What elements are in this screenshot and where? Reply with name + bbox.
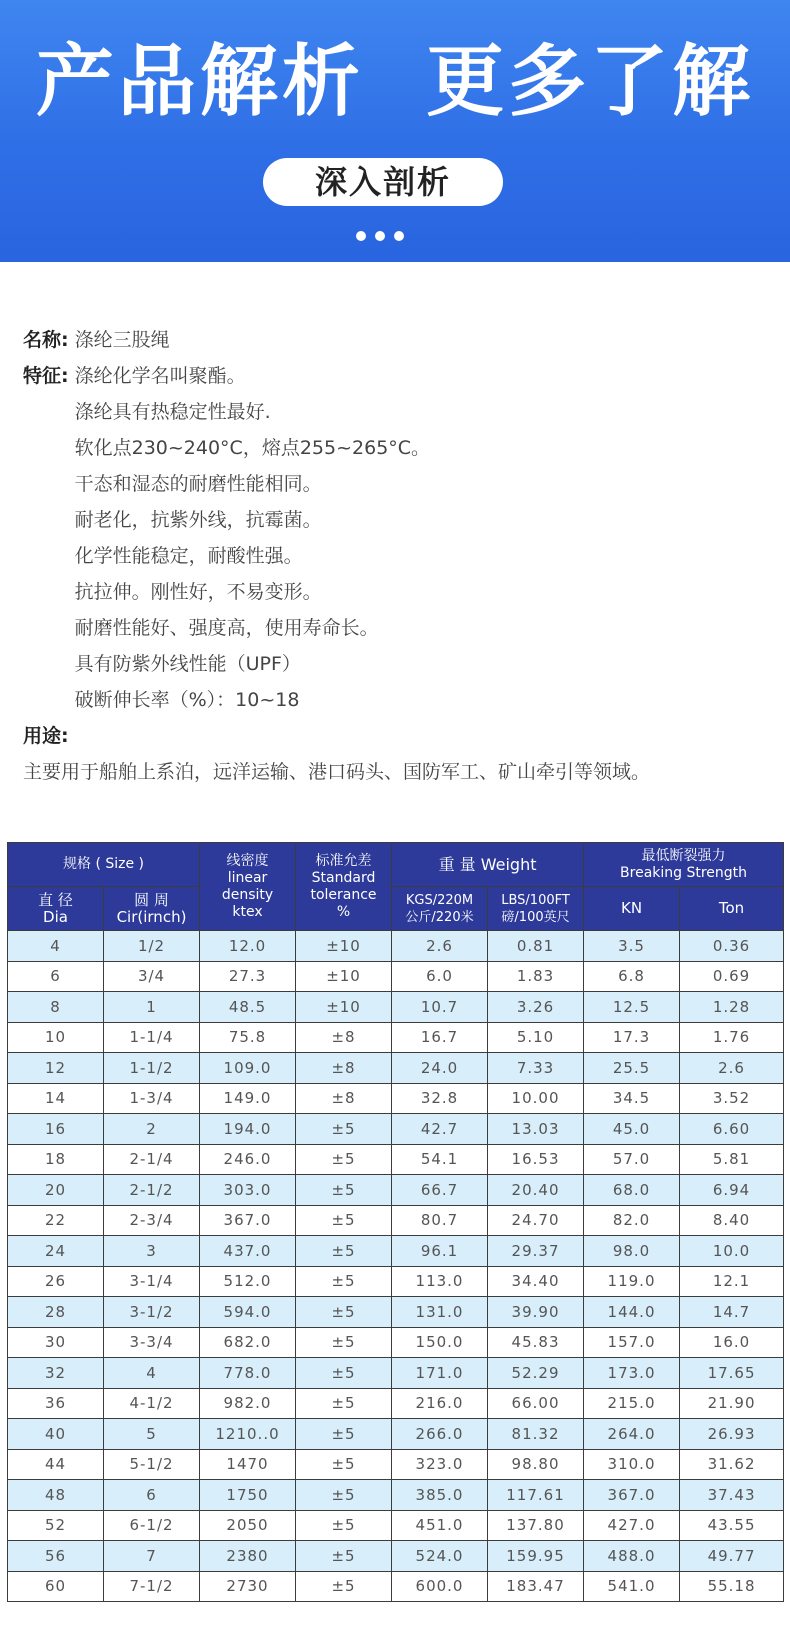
dia-cell: 44 <box>8 1449 104 1480</box>
density-cell: 27.3 <box>200 961 296 992</box>
lbs-cell: 159.95 <box>488 1541 584 1572</box>
kn-cell: 119.0 <box>584 1266 680 1297</box>
kgs-cell: 66.7 <box>392 1175 488 1206</box>
feature-label: 特征: <box>23 365 69 387</box>
table-row <box>8 1388 784 1419</box>
tolerance-cell: ±5 <box>296 1358 392 1389</box>
kn-cell: 12.5 <box>584 992 680 1023</box>
lbs-cell: 137.80 <box>488 1510 584 1541</box>
kn-cell: 3.5 <box>584 931 680 962</box>
strength-group-header: 最低断裂强力 Breaking Strength <box>584 843 784 887</box>
size-group-header: 规格 ( Size ) <box>8 843 200 887</box>
table-row <box>8 1175 784 1206</box>
ton-cell: 17.65 <box>680 1358 784 1389</box>
dia-cell: 32 <box>8 1358 104 1389</box>
lbs-cell: 29.37 <box>488 1236 584 1267</box>
kn-cell: 34.5 <box>584 1083 680 1114</box>
kn-cell: 144.0 <box>584 1297 680 1328</box>
density-cell: 75.8 <box>200 1022 296 1053</box>
tolerance-cell: ±5 <box>296 1297 392 1328</box>
table-row <box>8 992 784 1023</box>
cir-cell: 2 <box>104 1114 200 1145</box>
cir-cell: 6 <box>104 1480 200 1511</box>
density-cell: 109.0 <box>200 1053 296 1084</box>
ton-cell: 16.0 <box>680 1327 784 1358</box>
kgs-cell: 42.7 <box>392 1114 488 1145</box>
kgs-cell: 216.0 <box>392 1388 488 1419</box>
kgs-cell: 451.0 <box>392 1510 488 1541</box>
ton-cell: 3.52 <box>680 1083 784 1114</box>
table-row <box>8 1327 784 1358</box>
ton-cell: 21.90 <box>680 1388 784 1419</box>
ton-cell: 10.0 <box>680 1236 784 1267</box>
ton-cell: 1.28 <box>680 992 784 1023</box>
dia-cell: 40 <box>8 1419 104 1450</box>
table-row <box>8 1510 784 1541</box>
kgs-cell: 6.0 <box>392 961 488 992</box>
tolerance-cell: ±5 <box>296 1205 392 1236</box>
features-row <box>23 358 783 718</box>
lbs-cell: 7.33 <box>488 1053 584 1084</box>
tolerance-cell: ±5 <box>296 1541 392 1572</box>
kn-cell: 215.0 <box>584 1388 680 1419</box>
kn-cell: 264.0 <box>584 1419 680 1450</box>
kgs-cell: 524.0 <box>392 1541 488 1572</box>
tolerance-cell: ±5 <box>296 1388 392 1419</box>
kgs-cell: 323.0 <box>392 1449 488 1480</box>
ton-cell: 6.94 <box>680 1175 784 1206</box>
product-spec <box>23 322 783 790</box>
ton-cell: 6.60 <box>680 1114 784 1145</box>
density-cell: 12.0 <box>200 931 296 962</box>
feature-item: 耐老化，抗紫外线，抗霉菌。 <box>74 509 322 531</box>
header-banner <box>0 0 790 262</box>
tolerance-cell: ±5 <box>296 1114 392 1145</box>
dia-header: 直 径 Dia <box>8 887 104 931</box>
density-cell: 246.0 <box>200 1144 296 1175</box>
kn-cell: 57.0 <box>584 1144 680 1175</box>
kn-cell: 68.0 <box>584 1175 680 1206</box>
cir-cell: 1-1/4 <box>104 1022 200 1053</box>
kn-cell: 82.0 <box>584 1205 680 1236</box>
density-cell: 2730 <box>200 1571 296 1602</box>
table-row <box>8 1480 784 1511</box>
ton-cell: 26.93 <box>680 1419 784 1450</box>
kn-cell: 541.0 <box>584 1571 680 1602</box>
table-row <box>8 1297 784 1328</box>
dia-cell: 36 <box>8 1388 104 1419</box>
feature-list <box>69 358 430 718</box>
dia-cell: 8 <box>8 992 104 1023</box>
density-cell: 682.0 <box>200 1327 296 1358</box>
density-cell: 2050 <box>200 1510 296 1541</box>
dia-cell: 10 <box>8 1022 104 1053</box>
tolerance-cell: ±5 <box>296 1236 392 1267</box>
cir-cell: 4 <box>104 1358 200 1389</box>
name-label: 名称: <box>23 329 69 351</box>
dia-cell: 12 <box>8 1053 104 1084</box>
cir-cell: 3-1/4 <box>104 1266 200 1297</box>
cir-cell: 3-1/2 <box>104 1297 200 1328</box>
cir-cell: 5-1/2 <box>104 1449 200 1480</box>
table-row <box>8 931 784 962</box>
kgs-cell: 10.7 <box>392 992 488 1023</box>
lbs-cell: 81.32 <box>488 1419 584 1450</box>
tolerance-cell: ±5 <box>296 1266 392 1297</box>
feature-item: 软化点230~240°C，熔点255~265°C。 <box>74 437 431 459</box>
kn-cell: 17.3 <box>584 1022 680 1053</box>
tolerance-header: 标准允差 Standard tolerance % <box>296 843 392 931</box>
table-row <box>8 1114 784 1145</box>
table-row <box>8 1266 784 1297</box>
ton-cell: 55.18 <box>680 1571 784 1602</box>
density-cell: 1750 <box>200 1480 296 1511</box>
kn-cell: 98.0 <box>584 1236 680 1267</box>
table-row <box>8 961 784 992</box>
cir-cell: 3 <box>104 1236 200 1267</box>
dia-cell: 4 <box>8 931 104 962</box>
deep-analysis-pill: 深入剖析 <box>263 158 503 206</box>
banner-title: 产品解析 更多了解 <box>35 37 755 127</box>
ton-cell: 2.6 <box>680 1053 784 1084</box>
carousel-dots <box>356 231 416 243</box>
cir-cell: 2-1/4 <box>104 1144 200 1175</box>
cir-cell: 7 <box>104 1541 200 1572</box>
kn-cell: 45.0 <box>584 1114 680 1145</box>
kn-cell: 157.0 <box>584 1327 680 1358</box>
lbs-cell: 13.03 <box>488 1114 584 1145</box>
tolerance-cell: ±5 <box>296 1571 392 1602</box>
lbs-cell: 183.47 <box>488 1571 584 1602</box>
lbs-cell: 66.00 <box>488 1388 584 1419</box>
dia-cell: 52 <box>8 1510 104 1541</box>
lbs-cell: 3.26 <box>488 992 584 1023</box>
tolerance-cell: ±5 <box>296 1144 392 1175</box>
kgs-cell: 24.0 <box>392 1053 488 1084</box>
weight-group-header: 重 量 Weight <box>392 843 584 887</box>
cir-cell: 2-3/4 <box>104 1205 200 1236</box>
kn-cell: 367.0 <box>584 1480 680 1511</box>
tolerance-cell: ±10 <box>296 961 392 992</box>
tolerance-cell: ±5 <box>296 1327 392 1358</box>
usage-text: 主要用于船舶上系泊，远洋运输、港口码头、国防军工、矿山牵引等领域。 <box>23 761 651 783</box>
kgs-cell: 54.1 <box>392 1144 488 1175</box>
lbs-cell: 117.61 <box>488 1480 584 1511</box>
name-value: 涤纶三股绳 <box>74 329 170 351</box>
kn-header: KN <box>584 887 680 931</box>
kgs-cell: 150.0 <box>392 1327 488 1358</box>
lbs-cell: 45.83 <box>488 1327 584 1358</box>
kgs-header: KGS/220M 公斤/220米 <box>392 887 488 931</box>
lbs-cell: 98.80 <box>488 1449 584 1480</box>
lbs-cell: 10.00 <box>488 1083 584 1114</box>
spec-table-body <box>8 931 784 1602</box>
dia-cell: 28 <box>8 1297 104 1328</box>
lbs-cell: 16.53 <box>488 1144 584 1175</box>
table-row <box>8 1205 784 1236</box>
kn-cell: 310.0 <box>584 1449 680 1480</box>
ton-cell: 43.55 <box>680 1510 784 1541</box>
table-row <box>8 1358 784 1389</box>
usage-label: 用途: <box>23 725 69 747</box>
cir-cell: 1-3/4 <box>104 1083 200 1114</box>
feature-item: 化学性能稳定，耐酸性强。 <box>74 545 303 567</box>
cir-cell: 5 <box>104 1419 200 1450</box>
feature-item: 具有防紫外线性能（UPF） <box>74 653 301 675</box>
feature-item: 干态和湿态的耐磨性能相同。 <box>74 473 322 495</box>
dot-indicator <box>394 231 404 241</box>
tolerance-cell: ±5 <box>296 1480 392 1511</box>
kgs-cell: 131.0 <box>392 1297 488 1328</box>
density-cell: 437.0 <box>200 1236 296 1267</box>
table-row <box>8 1022 784 1053</box>
table-row <box>8 1083 784 1114</box>
tolerance-cell: ±5 <box>296 1449 392 1480</box>
table-row <box>8 1571 784 1602</box>
table-row <box>8 1236 784 1267</box>
lbs-cell: 20.40 <box>488 1175 584 1206</box>
dia-cell: 6 <box>8 961 104 992</box>
cir-cell: 3/4 <box>104 961 200 992</box>
feature-item: 涤纶化学名叫聚酯。 <box>74 365 246 387</box>
ton-header: Ton <box>680 887 784 931</box>
kn-cell: 6.8 <box>584 961 680 992</box>
kn-cell: 427.0 <box>584 1510 680 1541</box>
kgs-cell: 2.6 <box>392 931 488 962</box>
dia-cell: 48 <box>8 1480 104 1511</box>
lbs-cell: 24.70 <box>488 1205 584 1236</box>
cir-cell: 6-1/2 <box>104 1510 200 1541</box>
density-cell: 512.0 <box>200 1266 296 1297</box>
lbs-cell: 5.10 <box>488 1022 584 1053</box>
table-row <box>8 1144 784 1175</box>
kgs-cell: 96.1 <box>392 1236 488 1267</box>
density-cell: 982.0 <box>200 1388 296 1419</box>
density-cell: 2380 <box>200 1541 296 1572</box>
table-row <box>8 1419 784 1450</box>
density-cell: 594.0 <box>200 1297 296 1328</box>
kn-cell: 25.5 <box>584 1053 680 1084</box>
tolerance-cell: ±5 <box>296 1510 392 1541</box>
dia-cell: 56 <box>8 1541 104 1572</box>
table-row <box>8 1053 784 1084</box>
dia-cell: 24 <box>8 1236 104 1267</box>
tolerance-cell: ±5 <box>296 1419 392 1450</box>
table-row <box>8 1449 784 1480</box>
lbs-cell: 34.40 <box>488 1266 584 1297</box>
ton-cell: 14.7 <box>680 1297 784 1328</box>
feature-item: 涤纶具有热稳定性最好. <box>74 401 271 423</box>
dia-cell: 30 <box>8 1327 104 1358</box>
dia-cell: 20 <box>8 1175 104 1206</box>
tolerance-cell: ±10 <box>296 992 392 1023</box>
lbs-cell: 39.90 <box>488 1297 584 1328</box>
lbs-cell: 0.81 <box>488 931 584 962</box>
dot-indicator <box>375 231 385 241</box>
ton-cell: 0.69 <box>680 961 784 992</box>
name-row <box>23 322 783 358</box>
table-row <box>8 1541 784 1572</box>
cir-cell: 1-1/2 <box>104 1053 200 1084</box>
dia-cell: 14 <box>8 1083 104 1114</box>
kn-cell: 488.0 <box>584 1541 680 1572</box>
kgs-cell: 266.0 <box>392 1419 488 1450</box>
kgs-cell: 113.0 <box>392 1266 488 1297</box>
feature-item: 抗拉伸。刚性好，不易变形。 <box>74 581 322 603</box>
ton-cell: 0.36 <box>680 931 784 962</box>
cir-cell: 1 <box>104 992 200 1023</box>
density-cell: 367.0 <box>200 1205 296 1236</box>
density-cell: 149.0 <box>200 1083 296 1114</box>
spec-table-wrapper <box>7 842 783 1602</box>
tolerance-cell: ±10 <box>296 931 392 962</box>
cir-cell: 7-1/2 <box>104 1571 200 1602</box>
density-cell: 1210..0 <box>200 1419 296 1450</box>
tolerance-cell: ±8 <box>296 1022 392 1053</box>
dia-cell: 60 <box>8 1571 104 1602</box>
density-cell: 303.0 <box>200 1175 296 1206</box>
density-cell: 48.5 <box>200 992 296 1023</box>
spec-table <box>7 842 784 1602</box>
lbs-header: LBS/100FT 磅/100英尺 <box>488 887 584 931</box>
dia-cell: 22 <box>8 1205 104 1236</box>
kgs-cell: 80.7 <box>392 1205 488 1236</box>
feature-item: 破断伸长率（%）：10~18 <box>74 689 300 711</box>
kgs-cell: 32.8 <box>392 1083 488 1114</box>
feature-item: 耐磨性能好、强度高，使用寿命长。 <box>74 617 379 639</box>
cir-header: 圆 周 Cir(irnch) <box>104 887 200 931</box>
ton-cell: 8.40 <box>680 1205 784 1236</box>
tolerance-cell: ±8 <box>296 1053 392 1084</box>
density-cell: 194.0 <box>200 1114 296 1145</box>
density-cell: 1470 <box>200 1449 296 1480</box>
density-header: 线密度 linear density ktex <box>200 843 296 931</box>
kgs-cell: 16.7 <box>392 1022 488 1053</box>
cir-cell: 4-1/2 <box>104 1388 200 1419</box>
tolerance-cell: ±8 <box>296 1083 392 1114</box>
density-cell: 778.0 <box>200 1358 296 1389</box>
kn-cell: 173.0 <box>584 1358 680 1389</box>
kgs-cell: 385.0 <box>392 1480 488 1511</box>
lbs-cell: 52.29 <box>488 1358 584 1389</box>
ton-cell: 31.62 <box>680 1449 784 1480</box>
ton-cell: 1.76 <box>680 1022 784 1053</box>
cir-cell: 3-3/4 <box>104 1327 200 1358</box>
tolerance-cell: ±5 <box>296 1175 392 1206</box>
kgs-cell: 600.0 <box>392 1571 488 1602</box>
ton-cell: 12.1 <box>680 1266 784 1297</box>
ton-cell: 37.43 <box>680 1480 784 1511</box>
dot-indicator <box>356 231 366 241</box>
cir-cell: 2-1/2 <box>104 1175 200 1206</box>
cir-cell: 1/2 <box>104 931 200 962</box>
lbs-cell: 1.83 <box>488 961 584 992</box>
dia-cell: 18 <box>8 1144 104 1175</box>
ton-cell: 49.77 <box>680 1541 784 1572</box>
dia-cell: 16 <box>8 1114 104 1145</box>
dia-cell: 26 <box>8 1266 104 1297</box>
kgs-cell: 171.0 <box>392 1358 488 1389</box>
ton-cell: 5.81 <box>680 1144 784 1175</box>
